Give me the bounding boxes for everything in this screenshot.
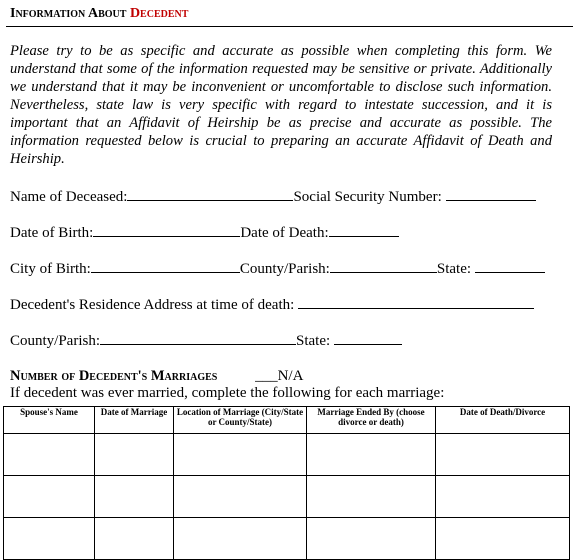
residence-county-row	[10, 332, 402, 350]
dod-field[interactable]	[329, 224, 399, 237]
state-field[interactable]	[475, 260, 545, 273]
residence-label: Decedent's Residence Address at time of death:	[10, 297, 295, 313]
title-divider	[6, 26, 573, 27]
title-prefix: Information About	[10, 6, 127, 21]
marriages-table	[3, 406, 570, 560]
state-field-2[interactable]	[334, 332, 402, 345]
table-row	[4, 434, 570, 476]
dob-field[interactable]	[93, 224, 240, 237]
table-cell[interactable]	[436, 434, 570, 476]
col-spouse-name: Spouse's Name	[4, 407, 95, 434]
residence-row	[10, 296, 534, 314]
marriages-heading-row	[10, 368, 303, 385]
table-cell[interactable]	[436, 476, 570, 518]
state-label: State:	[436, 261, 472, 277]
county-parish-field-2[interactable]	[100, 332, 296, 345]
table-cell[interactable]	[174, 476, 307, 518]
col-date-of-death-divorce: Date of Death/Divorce	[436, 407, 570, 434]
marriages-heading: Number of Decedent's Marriages	[10, 368, 218, 384]
section-title	[10, 6, 188, 22]
table-cell[interactable]	[307, 518, 436, 560]
birthplace-row	[10, 260, 545, 278]
table-cell[interactable]	[95, 434, 174, 476]
ssn-label: Social Security Number:	[293, 189, 442, 205]
name-field[interactable]	[127, 188, 293, 201]
col-date-of-marriage: Date of Marriage	[95, 407, 174, 434]
table-cell[interactable]	[95, 476, 174, 518]
state-label-2: State:	[296, 333, 331, 349]
residence-field[interactable]	[298, 296, 534, 309]
county-parish-label: County/Parish:	[239, 261, 330, 277]
name-label: Name of Deceased:	[10, 189, 128, 205]
col-location-of-marriage: Location of Marriage (City/State or County/State)	[174, 407, 307, 434]
table-cell[interactable]	[174, 518, 307, 560]
table-cell[interactable]	[4, 476, 95, 518]
col-marriage-ended-by: Marriage Ended By (choose divorce or death)	[307, 407, 436, 434]
dod-label: Date of Death:	[240, 225, 329, 241]
city-birth-field[interactable]	[91, 260, 240, 273]
table-cell[interactable]	[307, 434, 436, 476]
na-checkbox[interactable]: ___N/A	[255, 368, 304, 384]
marriages-instruction: If decedent was ever married, complete the following for each marriage:	[10, 385, 445, 401]
table-header-row	[4, 407, 570, 434]
table-row	[4, 476, 570, 518]
table-cell[interactable]	[95, 518, 174, 560]
title-highlight: Decedent	[129, 6, 189, 21]
table-cell[interactable]	[174, 434, 307, 476]
county-parish-field[interactable]	[330, 260, 437, 273]
name-row	[10, 188, 536, 206]
table-cell[interactable]	[4, 518, 95, 560]
table-cell[interactable]	[307, 476, 436, 518]
table-cell[interactable]	[436, 518, 570, 560]
intro-paragraph: Please try to be as specific and accurate as possible when completing this form. We understand that some of the information requested may be sensitive or private. Additionally we understand that it may be inconvenient or uncomfortable to disclose such information. Nevertheless, state law is very specific with regard to intestate succession, and it is important that an Affidavit of Heirship be as precise and accurate as possible. The information requested below is crucial to preparing an accurate Affidavit of Death and Heirship.	[10, 43, 552, 167]
ssn-field[interactable]	[446, 188, 536, 201]
county-parish-label-2: County/Parish:	[10, 333, 101, 349]
dates-row	[10, 224, 399, 242]
dob-label: Date of Birth:	[10, 225, 94, 241]
city-birth-label: City of Birth:	[10, 261, 91, 277]
table-cell[interactable]	[4, 434, 95, 476]
table-row	[4, 518, 570, 560]
